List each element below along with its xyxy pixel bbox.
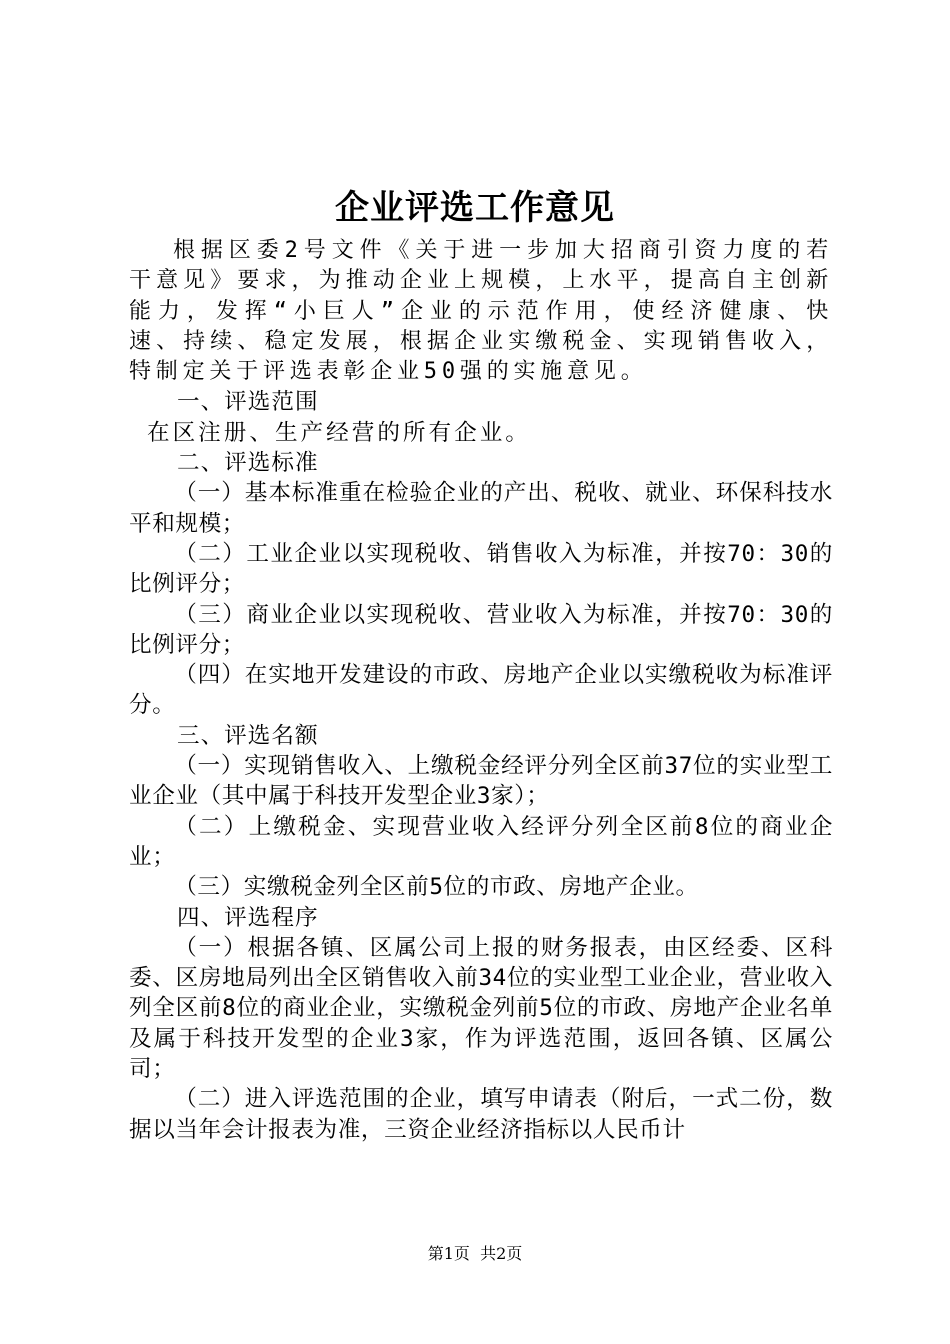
section-heading-scope: 一、评选范围 [177, 389, 319, 416]
intro-paragraph: 根据区委2号文件《关于进一步加大招商引资力度的若干意见》要求，为推动企业上规模，上水平，提高自主创新能力，发挥“小巨人”企业的示范作用，使经济健康、快速、持续、稳定发展，根据企业实缴税金、实现销售收入，特制定关于评选表彰企业50强的实施意见。 [129, 238, 833, 385]
quota-item-3: （三）实缴税金列全区前5位的市政、房地产企业。 [174, 874, 699, 901]
procedure-item-1: （一）根据各镇、区属公司上报的财务报表，由区经委、区科委、区房地局列出全区销售收入前34位的实业型工业企业，营业收入列全区前8位的商业企业，实缴税金列前5位的市政、房地产企业名单及属于科技开发型的企业3家，作为评选范围，返回各镇、区属公司； [129, 934, 833, 1083]
procedure-item-2: （二）进入评选范围的企业，填写申请表（附后，一式二份，数据以当年会计报表为准，三资企业经济指标以人民币计 [129, 1086, 833, 1143]
criteria-item-2: （二）工业企业以实现税收、销售收入为标准，并按70：30的比例评分； [129, 540, 833, 598]
criteria-item-4: （四）在实地开发建设的市政、房地产企业以实缴税收为标准评分。 [129, 662, 833, 719]
section-heading-criteria: 二、评选标准 [177, 450, 319, 477]
document-title: 企业评选工作意见 [335, 188, 615, 228]
document-body [129, 236, 833, 1145]
section-heading-procedure: 四、评选程序 [177, 904, 319, 931]
scope-paragraph: 在区注册、生产经营的所有企业。 [147, 419, 531, 446]
page-footer: 第1页 共2页 [427, 1244, 523, 1263]
quota-item-1: （一）实现销售收入、上缴税金经评分列全区前37位的实业型工业企业（其中属于科技开发型企业3家）； [129, 753, 833, 810]
criteria-item-1: （一）基本标准重在检验企业的产出、税收、就业、环保科技水平和规模； [129, 480, 833, 537]
quota-item-2: （二）上缴税金、实现营业收入经评分列全区前8位的商业企业； [129, 813, 833, 870]
section-heading-quota: 三、评选名额 [177, 722, 319, 749]
criteria-item-3: （三）商业企业以实现税收、营业收入为标准，并按70：30的比例评分； [129, 601, 833, 658]
